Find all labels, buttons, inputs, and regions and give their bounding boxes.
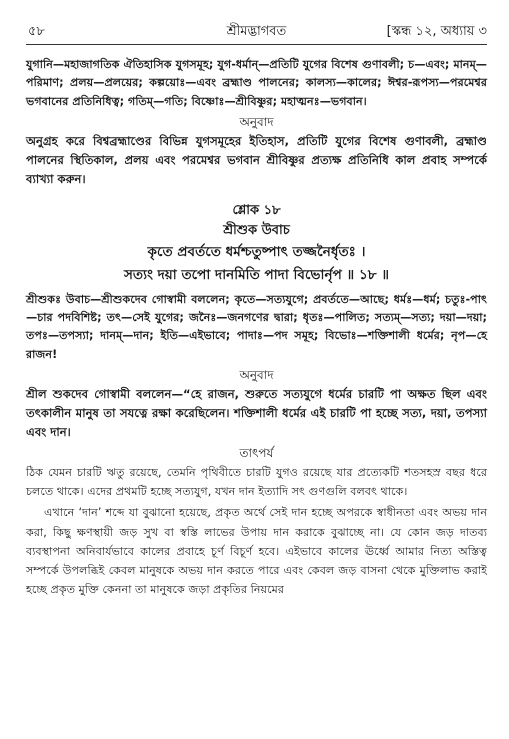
synonyms: শ্রীশুকঃ উবাচ—শ্রীশুকদেব গোস্বামী বললেন; কৃতে—সত্যযুগে; প্রবর্ততে—আছে; ধর্মঃ—ধর্ম; চতুঃ-পাৎ—চার পদবিশিষ্ট; তৎ—সেই যুগের; জনৈঃ—জনগণের দ্বারা; ধৃতঃ—পালিত; সত্যম্—সত্য; দয়া—দয়া; তপঃ—তপস্যা; দানম্—দান; ইতি—এইভাবে; পাদাঃ—পদ সমূহ; বিভোঃ—শক্তিশালী ধর্মের; নৃপ—হে রাজন! [26, 292, 487, 361]
previous-translation-heading: অনুবাদ [239, 114, 274, 129]
page-header [26, 14, 487, 50]
translation-heading: অনুবাদ [239, 368, 274, 383]
page [0, 14, 509, 739]
previous-translation: অনুগ্রহ করে বিশ্বব্রহ্মাণ্ডের বিভিন্ন যুগসমূহের ইতিহাস, প্রতিটি যুগের বিশেষ গুণাবলী, ব্রহ্মাণ্ড পালনের স্থিতিকাল, প্রলয় এবং পরমেশ্বর ভগবান শ্রীবিষ্ণুর প্রত্যক্ষ প্রতিনিধি কাল প্রবাহ সম্পর্কে ব্যাখ্যা করুন। [26, 133, 487, 186]
book-title: শ্রীমদ্ভাগবত [226, 24, 287, 39]
verse-number: শ্লোক ১৮ [232, 202, 281, 218]
previous-synonyms: যুগানি—মহাজাগতিক ঐতিহাসিক যুগসমূহ; যুগ-ধর্মান্—প্রতিটি যুগের বিশেষ গুণাবলী; চ—এবং; মানম্—পরিমাণ; প্রলয়—প্রলয়ের; কল্পয়োঃ—এবং ব্রহ্মাণ্ড পালনের; কালস্য—কালের; ঈশ্বর-রূপস্য—পরমেশ্বর ভগবানের প্রতিনিধিত্ব; গতিম্—গতি; বিষ্ণোঃ—শ্রীবিষ্ণুর; মহাত্মনঃ—ভগবান। [26, 58, 487, 108]
verse-line-2: সত্যং দয়া তপো দানমিতি পাদা বিভোর্নৃপ ॥ ১৮ ॥ [123, 266, 390, 283]
page-number: ৫৮ [28, 24, 45, 39]
verse-line-1: কৃতে প্রবর্ততে ধর্মশ্চতুষ্পাৎ তজ্জনৈর্ধৃতঃ । [147, 243, 366, 260]
purport-heading: তাৎপর্য [239, 446, 274, 461]
header-rule [26, 44, 487, 45]
chapter-reference: [স্কন্ধ ১২, অধ্যায় ৩ [386, 24, 487, 39]
translation: শ্রীল শুকদেব গোস্বামী বললেন—“হে রাজন, শুরুতে সত্যযুগে ধর্মের চারটি পা অক্ষত ছিল এবং তৎকালীন মানুষ তা সযত্নে রক্ষা করেছিলেন। শক্তিশালী ধর্মের এই চারটি পা হচ্ছে সত্য, দয়া, তপস্যা এবং দান। [26, 387, 487, 440]
verse-speaker: শ্রীশুক উবাচ [223, 222, 290, 238]
purport-paragraph-2: এখানে ‘দান’ শব্দে যা বুঝানো হয়েছে, প্রকৃত অর্থে সেই দান হচ্ছে অপরকে স্বাধীনতা এবং অভয় দান করা, কিছু ক্ষণস্থায়ী জড় সুখ বা স্বস্তি লাভের উপায় দান করাকে বুঝাচ্ছে না। যে কোন জড় দাতব্য ব্যবস্থাপনা অনিবার্যভাবে কালের প্রবাহে চূর্ণ বিচূর্ণ হবে। এইভাবে কালের ঊর্ধ্বে আমার নিত্য অস্তিত্ব সম্পর্কে উপলব্ধিই কেবল মানুষকে অভয় দান করতে পারে এবং কেবল জড় বাসনা থেকে মুক্তিলাভ করাই হচ্ছে প্রকৃত মুক্তি কেননা তা মানুষকে জড়া প্রকৃতির নিয়মের [26, 506, 487, 597]
purport-paragraph-1: ঠিক যেমন চারটি ঋতু রয়েছে, তেমনি পৃথিবীতে চারটি যুগও রয়েছে যার প্রত্যেকটি শতসহস্র বছর ধরে চলতে থাকে। এদের প্রথমটি হচ্ছে সত্যযুগ, যখন দান ইত্যাদি সৎ গুণগুলি বলবৎ থাকে। [26, 466, 487, 499]
